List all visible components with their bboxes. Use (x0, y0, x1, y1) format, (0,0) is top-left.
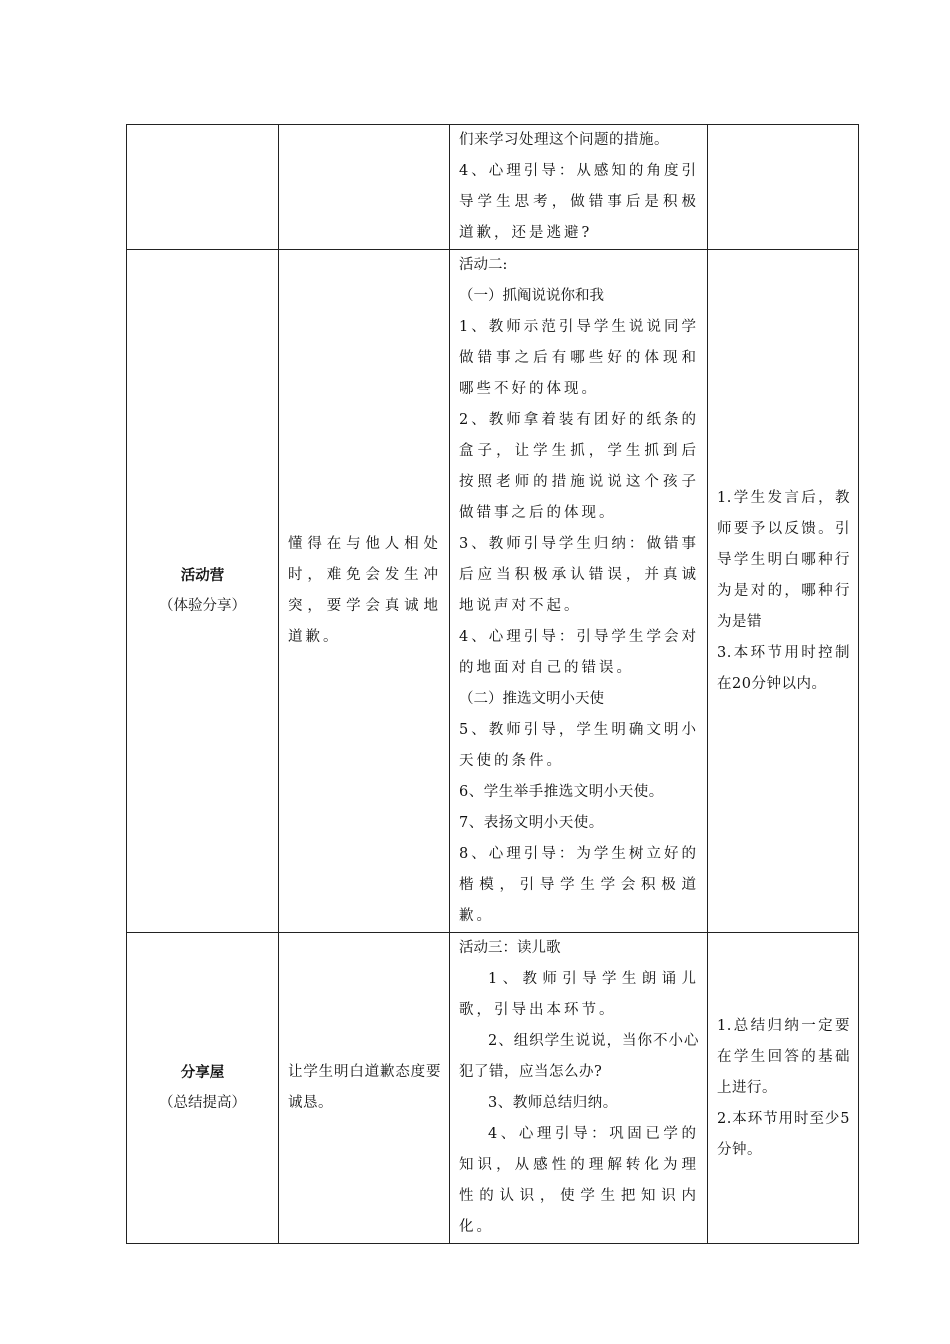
table-row (127, 125, 859, 250)
notes-cell (708, 250, 859, 933)
stage-subtitle: （体验分享） (159, 598, 246, 614)
stage-cell (127, 250, 279, 933)
note-line: 1.学生发言后，教师要予以反馈。引导学生明白哪种行为是对的，哪种行为是错 (717, 489, 850, 630)
goal-cell (279, 250, 450, 933)
process-line: 7、表扬文明小天使。 (459, 815, 604, 831)
process-line: 2、组织学生说说，当你不小心犯了错，应当怎么办? (459, 1033, 699, 1080)
stage-subtitle: （总结提高） (159, 1095, 246, 1111)
stage-name: 分享屋 (180, 1064, 225, 1081)
process-line: 4、心理引导：巩固已学的知识，从感性的理解转化为理性的认识，使学生把知识内化。 (459, 1126, 699, 1235)
process-line: 2、教师拿着装有团好的纸条的盒子，让学生抓，学生抓到后按照老师的措施说说这个孩子做错事之后的体现。 (459, 412, 699, 521)
process-line: 5、教师引导，学生明确文明小天使的条件。 (459, 722, 699, 769)
note-line: 1.总结归纳一定要在学生回答的基础上进行。 (717, 1017, 850, 1096)
note-line: 2.本环节用时至少5分钟。 (717, 1110, 850, 1158)
goal-text: 懂得在与他人相处时，难免会发生冲突，要学会真诚地道歉。 (288, 536, 441, 645)
process-line: （一）抓阄说说你和我 (459, 288, 604, 304)
process-line: 们来学习处理这个问题的措施。 (459, 132, 669, 148)
process-cell (450, 933, 708, 1244)
notes-cell (708, 933, 859, 1244)
stage-cell (127, 933, 279, 1244)
process-line: 活动二: (459, 257, 508, 273)
process-line: 4、心理引导：从感知的角度引导学生思考，做错事后是积极道歉，还是逃避? (459, 163, 699, 241)
process-cell (450, 250, 708, 933)
process-line: 8、心理引导：为学生树立好的楷模，引导学生学会积极道歉。 (459, 846, 699, 924)
lesson-plan-table (126, 124, 859, 1244)
process-line: （二）推选文明小天使 (459, 691, 604, 707)
table-row (127, 250, 859, 933)
goal-cell (279, 125, 450, 250)
goal-text: 让学生明白道歉态度要诚恳。 (288, 1064, 441, 1111)
process-line: 3、教师引导学生归纳：做错事后应当积极承认错误，并真诚地说声对不起。 (459, 536, 699, 614)
process-line: 活动三：读儿歌 (459, 940, 561, 956)
goal-cell (279, 933, 450, 1244)
process-line: 6、学生举手推选文明小天使。 (459, 784, 664, 800)
stage-cell (127, 125, 279, 250)
process-line: 3、教师总结归纳。 (488, 1095, 618, 1111)
process-line: 1、教师引导学生朗诵儿歌，引导出本环节。 (459, 971, 699, 1018)
process-cell (450, 125, 708, 250)
process-line: 4、心理引导：引导学生学会对的地面对自己的错误。 (459, 629, 699, 676)
table-row (127, 933, 859, 1244)
notes-cell (708, 125, 859, 250)
note-line: 3.本环节用时控制在20分钟以内。 (717, 644, 850, 692)
stage-name: 活动营 (180, 567, 225, 584)
process-line: 1、教师示范引导学生说说同学做错事之后有哪些好的体现和哪些不好的体现。 (459, 319, 699, 397)
